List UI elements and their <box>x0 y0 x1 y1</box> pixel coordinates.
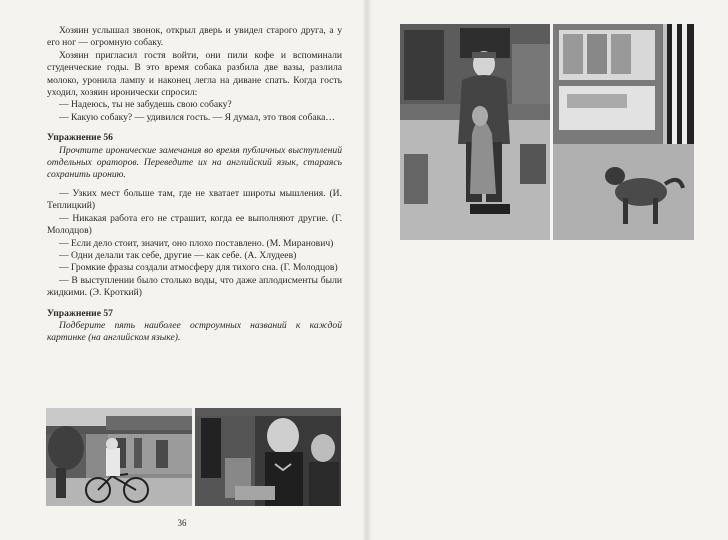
exercise-56-heading: Упражнение 56 <box>47 132 113 144</box>
story-paragraph-3: — Надеюсь, ты не забудешь свою собаку? <box>59 99 232 111</box>
quote-1: — Узких мест больше там, где не хватает широты мышления. (И. Теплицкий) <box>47 187 342 212</box>
schoolboys-photo <box>195 408 341 506</box>
exercise-57-task: Подберите пять наиболее остроумных названий к каждой картинке (на английском языке). <box>47 319 342 344</box>
quote-3: — Если дело стоит, значит, оно плохо поставлено. (М. Миранович) <box>59 237 334 249</box>
cyclist-photo <box>46 408 192 506</box>
quote-5: — Громкие фразы создали атмосферу для тихого сна. (Г. Молодцов) <box>59 262 338 274</box>
story-paragraph-2: Хозяин пригласил гостя войти, они пили кофе и вспоминали студенческие годы. В это время собака разбила две вазы, разлила молоко, уронила лампу и наконец легла на диване спать. Когда гость уходил, хозяин иронически спросил: <box>47 49 342 99</box>
exercise-56-task: Прочтите иронические замечания во время публичных выступлений отдельных ораторов. Переведите их на английский язык, стараясь сохранить иронию. <box>47 144 342 181</box>
man-with-dog-photo <box>400 24 550 240</box>
quote-4: — Одни делали так себе, другие — как себе. (А. Хлудеев) <box>59 249 297 261</box>
quote-6: — В выступлении было столько воды, что даже аплодисменты были жидкими. (Э. Кроткий) <box>47 274 342 299</box>
page-number: 36 <box>177 518 187 528</box>
quote-2: — Никакая работа его не страшит, когда ее выполняют другие. (Г. Молодцов) <box>47 212 342 237</box>
right-page <box>364 0 728 540</box>
stray-dog-photo <box>553 24 694 240</box>
exercise-57-heading: Упражнение 57 <box>47 307 113 319</box>
story-paragraph-4: — Какую собаку? — удивился гость. — Я думал, это твоя собака… <box>59 111 335 123</box>
text-column <box>47 25 342 345</box>
story-paragraph-1: Хозяин услышал звонок, открыл дверь и увидел старого друга, а у его ног — огромную собаку. <box>47 25 342 49</box>
